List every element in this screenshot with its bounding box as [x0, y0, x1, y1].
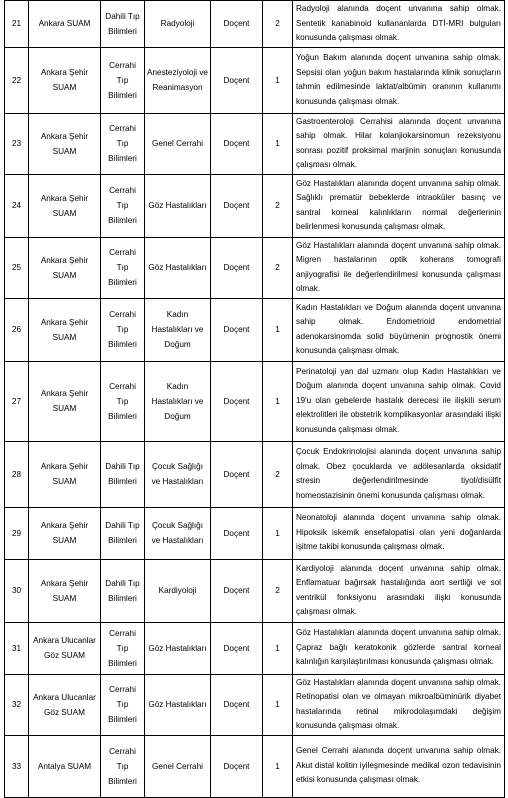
title-cell: Doçent [211, 735, 263, 797]
field-cell: Dahili Tıp Bilimleri [101, 1, 145, 48]
row-number: 21 [5, 1, 29, 48]
count-cell: 1 [263, 298, 293, 361]
description-cell: Gastroenteroloji Cerrahisi alanında doçent unvanına sahip olmak. Hilar kolanjiokarsinomun rezeksiyonu sonrası pozitif proksimal marjinin sonuçları konusunda çalışması olmak. [293, 113, 505, 174]
institution-cell: Ankara Şehir SUAM [29, 361, 101, 441]
table-row [5, 361, 505, 441]
field-cell: Cerrahi Tıp Bilimleri [101, 237, 145, 298]
table-row [5, 441, 505, 507]
table-body [5, 1, 505, 798]
count-cell: 1 [263, 674, 293, 735]
department-cell: Kadın Hastalıkları ve Doğum [145, 298, 211, 361]
field-cell: Cerrahi Tıp Bilimleri [101, 622, 145, 674]
department-cell: Çocuk Sağlığı ve Hastalıkları [145, 441, 211, 507]
table-row [5, 47, 505, 113]
count-cell: 1 [263, 113, 293, 174]
title-cell: Doçent [211, 113, 263, 174]
count-cell: 1 [263, 47, 293, 113]
institution-cell: Ankara Şehir SUAM [29, 507, 101, 559]
title-cell: Doçent [211, 237, 263, 298]
positions-table [4, 0, 505, 798]
description-cell: Genel Cerrahi alanında doçent unvanına sahip olmak. Akut distal kolitin iyileşmesinde medikal ozon tedavisinin etkisi konusunda çalışması olmak. [293, 735, 505, 797]
description-cell: Göz Hastalıkları alanında doçent unvanına sahip olmak. Çapraz bağlı keratokonik gözlerde santral korneal kalınlığın karşılaştırılması konusunda çalışması olmak. [293, 622, 505, 674]
department-cell: Göz Hastalıkları [145, 237, 211, 298]
department-cell: Göz Hastalıkları [145, 674, 211, 735]
institution-cell: Ankara SUAM [29, 1, 101, 48]
field-cell: Cerrahi Tıp Bilimleri [101, 735, 145, 797]
description-cell: Çocuk Endokrinolojisi alanında doçent unvanına sahip olmak. Obez çocuklarda ve adölesanlarda oksidatif stresin değerlendirilmesinde tiyol/disülfit homeostazisinin önemi konusunda çalışması olmak. [293, 441, 505, 507]
row-number: 30 [5, 559, 29, 622]
institution-cell: Ankara Şehir SUAM [29, 47, 101, 113]
row-number: 33 [5, 735, 29, 797]
table-row [5, 507, 505, 559]
institution-cell: Ankara Ulucanlar Göz SUAM [29, 674, 101, 735]
title-cell: Doçent [211, 559, 263, 622]
field-cell: Cerrahi Tıp Bilimleri [101, 298, 145, 361]
title-cell: Doçent [211, 674, 263, 735]
count-cell: 2 [263, 441, 293, 507]
count-cell: 1 [263, 735, 293, 797]
field-cell: Dahili Tıp Bilimleri [101, 559, 145, 622]
description-cell: Kardiyoloji alanında doçent unvanına sahip olmak. Enflamatuar bağırsak hastalığında aort sertliği ve sol ventrikül fonksiyonu arasındaki ilişki konusunda çalışması olmak. [293, 559, 505, 622]
institution-cell: Ankara Şehir SUAM [29, 298, 101, 361]
row-number: 28 [5, 441, 29, 507]
department-cell: Anesteziyoloji ve Reanimasyon [145, 47, 211, 113]
table-row [5, 1, 505, 48]
description-cell: Göz Hastalıkları alanında doçent unvanına sahip olmak. Retinopatisi olan ve olmayan mikroalbüminürik diyabet hastalarında retinal mikrodolaşımdaki değişim konusunda çalışması olmak. [293, 674, 505, 735]
institution-cell: Ankara Şehir SUAM [29, 441, 101, 507]
count-cell: 1 [263, 361, 293, 441]
field-cell: Cerrahi Tıp Bilimleri [101, 113, 145, 174]
table-row [5, 174, 505, 237]
description-cell: Radyoloji alanında doçent unvanına sahip olmak. Sentetik kanabinoid kullananlarda DTİ-MRI bulguları konusunda çalışması olmak. [293, 1, 505, 48]
description-cell: Perinatoloji yan dal uzmanı olup Kadın Hastalıkları ve Doğum alanında doçent unvanına sahip olmak. Covid 19'u olan gebelerde hastalık derecesi ile ilişkili serum elektrolitleri ile obstetrik komplikasyonlar arasındaki ilişki konusunda çalışması olmak. [293, 361, 505, 441]
title-cell: Doçent [211, 441, 263, 507]
title-cell: Doçent [211, 47, 263, 113]
field-cell: Cerrahi Tıp Bilimleri [101, 674, 145, 735]
count-cell: 2 [263, 1, 293, 48]
row-number: 25 [5, 237, 29, 298]
title-cell: Doçent [211, 622, 263, 674]
table-row [5, 237, 505, 298]
institution-cell: Ankara Ulucanlar Göz SUAM [29, 622, 101, 674]
title-cell: Doçent [211, 298, 263, 361]
count-cell: 2 [263, 559, 293, 622]
row-number: 22 [5, 47, 29, 113]
institution-cell: Ankara Şehir SUAM [29, 237, 101, 298]
description-cell: Göz Hastalıkları alanında doçent unvanına sahip olmak. Sağlıklı prematür bebeklerde intraoküler basınç ve santral korneal kalınlıkların normal değerlerinin belirlenmesi konusunda çalışması olmak. [293, 174, 505, 237]
row-number: 31 [5, 622, 29, 674]
row-number: 26 [5, 298, 29, 361]
title-cell: Doçent [211, 174, 263, 237]
department-cell: Göz Hastalıkları [145, 622, 211, 674]
table-row [5, 674, 505, 735]
field-cell: Dahili Tıp Bilimleri [101, 441, 145, 507]
title-cell: Doçent [211, 361, 263, 441]
field-cell: Cerrahi Tıp Bilimleri [101, 174, 145, 237]
description-cell: Neonatoloji alanında doçent unvanına sahip olmak. Hipoksik iskemik ensefalopatisi olan yeni doğanlarda işitme takibi konusunda çalışması olmak. [293, 507, 505, 559]
institution-cell: Ankara Şehir SUAM [29, 174, 101, 237]
row-number: 27 [5, 361, 29, 441]
department-cell: Çocuk Sağlığı ve Hastalıkları [145, 507, 211, 559]
institution-cell: Antalya SUAM [29, 735, 101, 797]
table-row [5, 113, 505, 174]
description-cell: Yoğun Bakım alanında doçent unvanına sahip olmak. Sepsisi olan yoğun bakım hastalarında klinik sonuçların tahmin edilmesinde laktat/albümin oranının kullanımı konusunda çalışması olmak. [293, 47, 505, 113]
department-cell: Kadın Hastalıkları ve Doğum [145, 361, 211, 441]
table-row [5, 298, 505, 361]
department-cell: Kardiyoloji [145, 559, 211, 622]
institution-cell: Ankara Şehir SUAM [29, 559, 101, 622]
table-row [5, 622, 505, 674]
department-cell: Genel Cerrahi [145, 735, 211, 797]
description-cell: Göz Hastalıkları alanında doçent unvanına sahip olmak. Migren hastalarının optik koherans tomografi anjiyografisi ile değerlendirilmesi konusunda çalışması olmak. [293, 237, 505, 298]
table-row [5, 735, 505, 797]
title-cell: Doçent [211, 507, 263, 559]
department-cell: Göz Hastalıkları [145, 174, 211, 237]
document-page [4, 0, 504, 798]
field-cell: Cerrahi Tıp Bilimleri [101, 361, 145, 441]
row-number: 32 [5, 674, 29, 735]
row-number: 29 [5, 507, 29, 559]
row-number: 23 [5, 113, 29, 174]
department-cell: Radyoloji [145, 1, 211, 48]
count-cell: 2 [263, 174, 293, 237]
row-number: 24 [5, 174, 29, 237]
description-cell: Kadın Hastalıkları ve Doğum alanında doçent unvanına sahip olmak. Endometrioid endometrial adenokarsinomda solid büyümenin prognostik önemi konusunda çalışması olmak. [293, 298, 505, 361]
institution-cell: Ankara Şehir SUAM [29, 113, 101, 174]
field-cell: Cerrahi Tıp Bilimleri [101, 47, 145, 113]
count-cell: 1 [263, 622, 293, 674]
department-cell: Genel Cerrahi [145, 113, 211, 174]
table-row [5, 559, 505, 622]
title-cell: Doçent [211, 1, 263, 48]
count-cell: 1 [263, 507, 293, 559]
field-cell: Dahili Tıp Bilimleri [101, 507, 145, 559]
count-cell: 2 [263, 237, 293, 298]
